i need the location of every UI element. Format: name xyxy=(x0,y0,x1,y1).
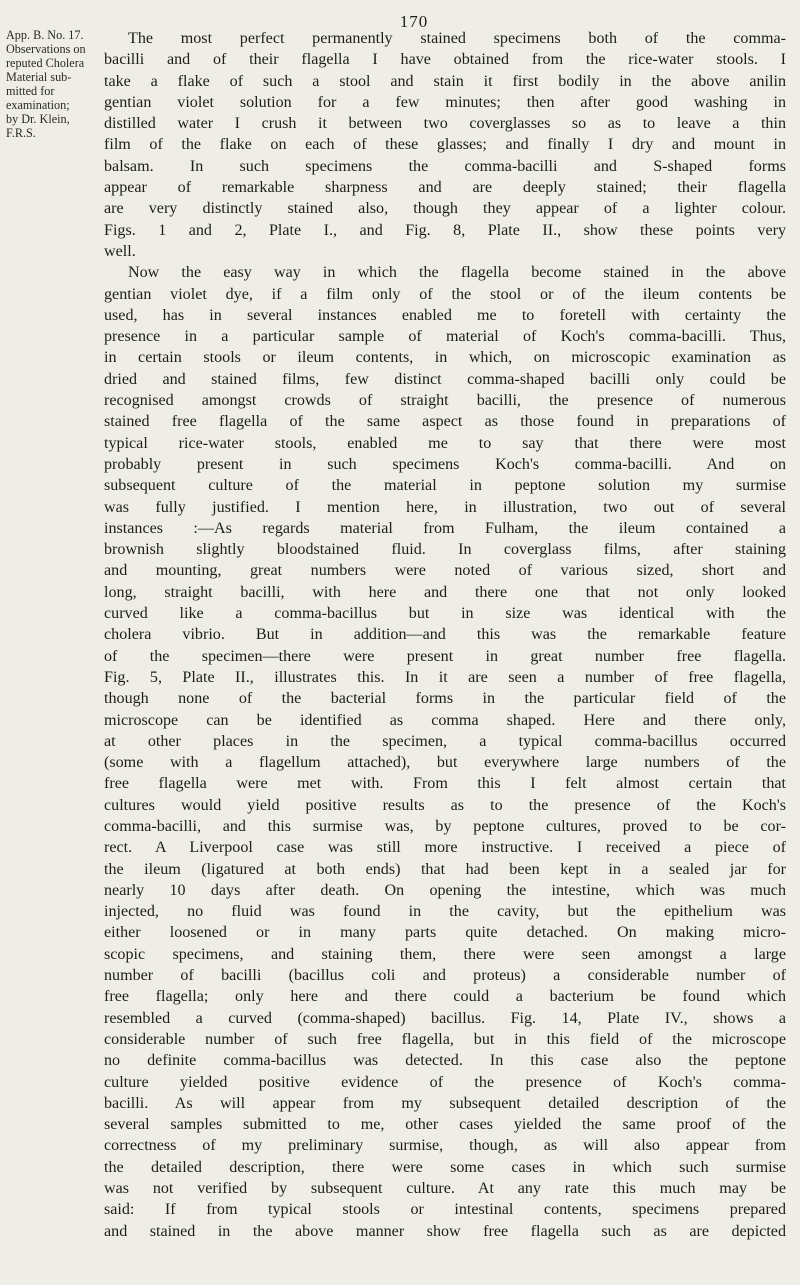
text-line: the ileum (ligatured at both ends) that had been kept in a sealed jar for xyxy=(104,860,786,878)
margin-note-line: by Dr. Klein, xyxy=(6,112,70,126)
text-line: the detailed description, there were some cases in which such surmise xyxy=(104,1158,786,1176)
text-line: dried and stained films, few distinct comma-shaped bacilli only could be xyxy=(104,370,786,388)
text-line: brownish slightly bloodstained fluid. In coverglass films, after staining xyxy=(104,541,786,559)
text-line: probably present in such specimens Koch's comma-bacilli. And on xyxy=(104,455,786,473)
text-line: recognised amongst crowds of straight bacilli, the presence of numerous xyxy=(104,392,786,410)
text-line: bacilli and of their flagella I have obtained from the rice-water stools. I xyxy=(104,51,786,69)
text-line: was not verified by subsequent culture. At any rate this much may be xyxy=(104,1180,786,1198)
text-line: well. xyxy=(104,242,136,260)
text-line: and mounting, great numbers were noted of various sized, short and xyxy=(104,562,786,580)
margin-note xyxy=(6,28,88,140)
text-line: free flagella were met with. From this I felt almost certain that xyxy=(104,775,786,793)
text-line: considerable number of such free flagella, but in this field of the microscope xyxy=(104,1030,786,1048)
text-line: rect. A Liverpool case was still more instructive. I received a piece of xyxy=(104,839,786,857)
body-text xyxy=(104,28,786,1242)
text-line: gentian violet solution for a few minutes; then after good washing in xyxy=(104,93,786,111)
text-line: nearly 10 days after death. On opening the intestine, which was much xyxy=(104,881,786,899)
text-line: used, has in several instances enabled me to foretell with certainty the xyxy=(104,306,786,324)
margin-note-line: App. B. No. 17. xyxy=(6,28,84,42)
text-line: no definite comma-bacillus was detected. In this case also the peptone xyxy=(104,1052,786,1070)
text-line: in certain stools or ileum contents, in which, on microscopic examination as xyxy=(104,349,786,367)
text-line: several samples submitted to me, other cases yielded the same proof of the xyxy=(104,1116,786,1134)
text-line: and stained in the above manner show free flagella such as are depicted xyxy=(104,1222,786,1240)
text-line: free flagella; only here and there could a bacterium be found which xyxy=(104,988,786,1006)
text-line: said: If from typical stools or intestinal contents, specimens prepared xyxy=(104,1201,786,1219)
text-line: gentian violet dye, if a film only of the stool or of the ileum contents be xyxy=(104,285,786,303)
text-line: of the specimen—there were present in great number free flagella. xyxy=(104,647,786,665)
text-line: instances :—As regards material from Fulham, the ileum contained a xyxy=(104,519,786,537)
margin-note-line: mitted for xyxy=(6,84,55,98)
text-line: balsam. In such specimens the comma-bacilli and S-shaped forms xyxy=(104,157,786,175)
text-line: number of bacilli (bacillus coli and proteus) a considerable number of xyxy=(104,967,786,985)
text-line: comma-bacilli, and this surmise was, by peptone cultures, proved to be cor- xyxy=(104,817,786,835)
text-line: culture yielded positive evidence of the presence of Koch's comma- xyxy=(104,1073,786,1091)
margin-note-line: reputed Cholera xyxy=(6,56,85,70)
text-line: injected, no fluid was found in the cavity, but the epithelium was xyxy=(104,903,786,921)
text-line: stained free flagella of the same aspect as those found in preparations of xyxy=(104,413,786,431)
text-line: though none of the bacterial forms in the particular field of the xyxy=(104,690,786,708)
text-line: Fig. 5, Plate II., illustrates this. In it are seen a number of free flagella, xyxy=(104,668,786,686)
text-line: appear of remarkable sharpness and are deeply stained; their flagella xyxy=(104,179,786,197)
text-line: Figs. 1 and 2, Plate I., and Fig. 8, Plate II., show these points very xyxy=(104,221,786,239)
text-line: typical rice-water stools, enabled me to say that there were most xyxy=(104,434,786,452)
text-line: film of the flake on each of these glasses; and finally I dry and mount in xyxy=(104,136,786,154)
margin-note-line: Observations on xyxy=(6,42,86,56)
text-line: Now the easy way in which the flagella become stained in the above xyxy=(128,264,786,282)
text-line: cholera vibrio. But in addition—and this was the remarkable feature xyxy=(104,626,786,644)
margin-note-line: examination; xyxy=(6,98,70,112)
text-line: correctness of my preliminary surmise, though, as will also appear from xyxy=(104,1137,786,1155)
text-line: at other places in the specimen, a typical comma-bacillus occurred xyxy=(104,732,786,750)
text-line: microscope can be identified as comma shaped. Here and there only, xyxy=(104,711,786,729)
text-line: resembled a curved (comma-shaped) bacillus. Fig. 14, Plate IV., shows a xyxy=(104,1009,786,1027)
text-line: scopic specimens, and staining them, there were seen amongst a large xyxy=(104,945,786,963)
margin-note-line: F.R.S. xyxy=(6,126,36,140)
page-number: 170 xyxy=(399,12,429,31)
text-line: presence in a particular sample of material of Koch's comma-bacilli. Thus, xyxy=(104,328,786,346)
text-line: curved like a comma-bacillus but in size was identical with the xyxy=(104,605,786,623)
text-line: either loosened or in many parts quite detached. On making micro- xyxy=(104,924,786,942)
text-line: long, straight bacilli, with here and there one that not only looked xyxy=(104,583,786,601)
text-line: subsequent culture of the material in peptone solution my surmise xyxy=(104,477,786,495)
text-line: The most perfect permanently stained specimens both of the comma- xyxy=(128,30,786,47)
margin-note-line: Material sub- xyxy=(6,70,72,84)
text-line: cultures would yield positive results as to the presence of the Koch's xyxy=(104,796,786,814)
text-line: are very distinctly stained also, though they appear of a lighter colour. xyxy=(104,200,786,218)
text-line: (some with a flagellum attached), but everywhere large numbers of the xyxy=(104,754,786,772)
text-line: was fully justified. I mention here, in illustration, two out of several xyxy=(104,498,786,516)
text-line: bacilli. As will appear from my subsequent detailed description of the xyxy=(104,1094,786,1112)
text-line: take a flake of such a stool and stain it first bodily in the above anilin xyxy=(104,72,786,90)
text-line: distilled water I crush it between two coverglasses so as to leave a thin xyxy=(104,115,786,133)
